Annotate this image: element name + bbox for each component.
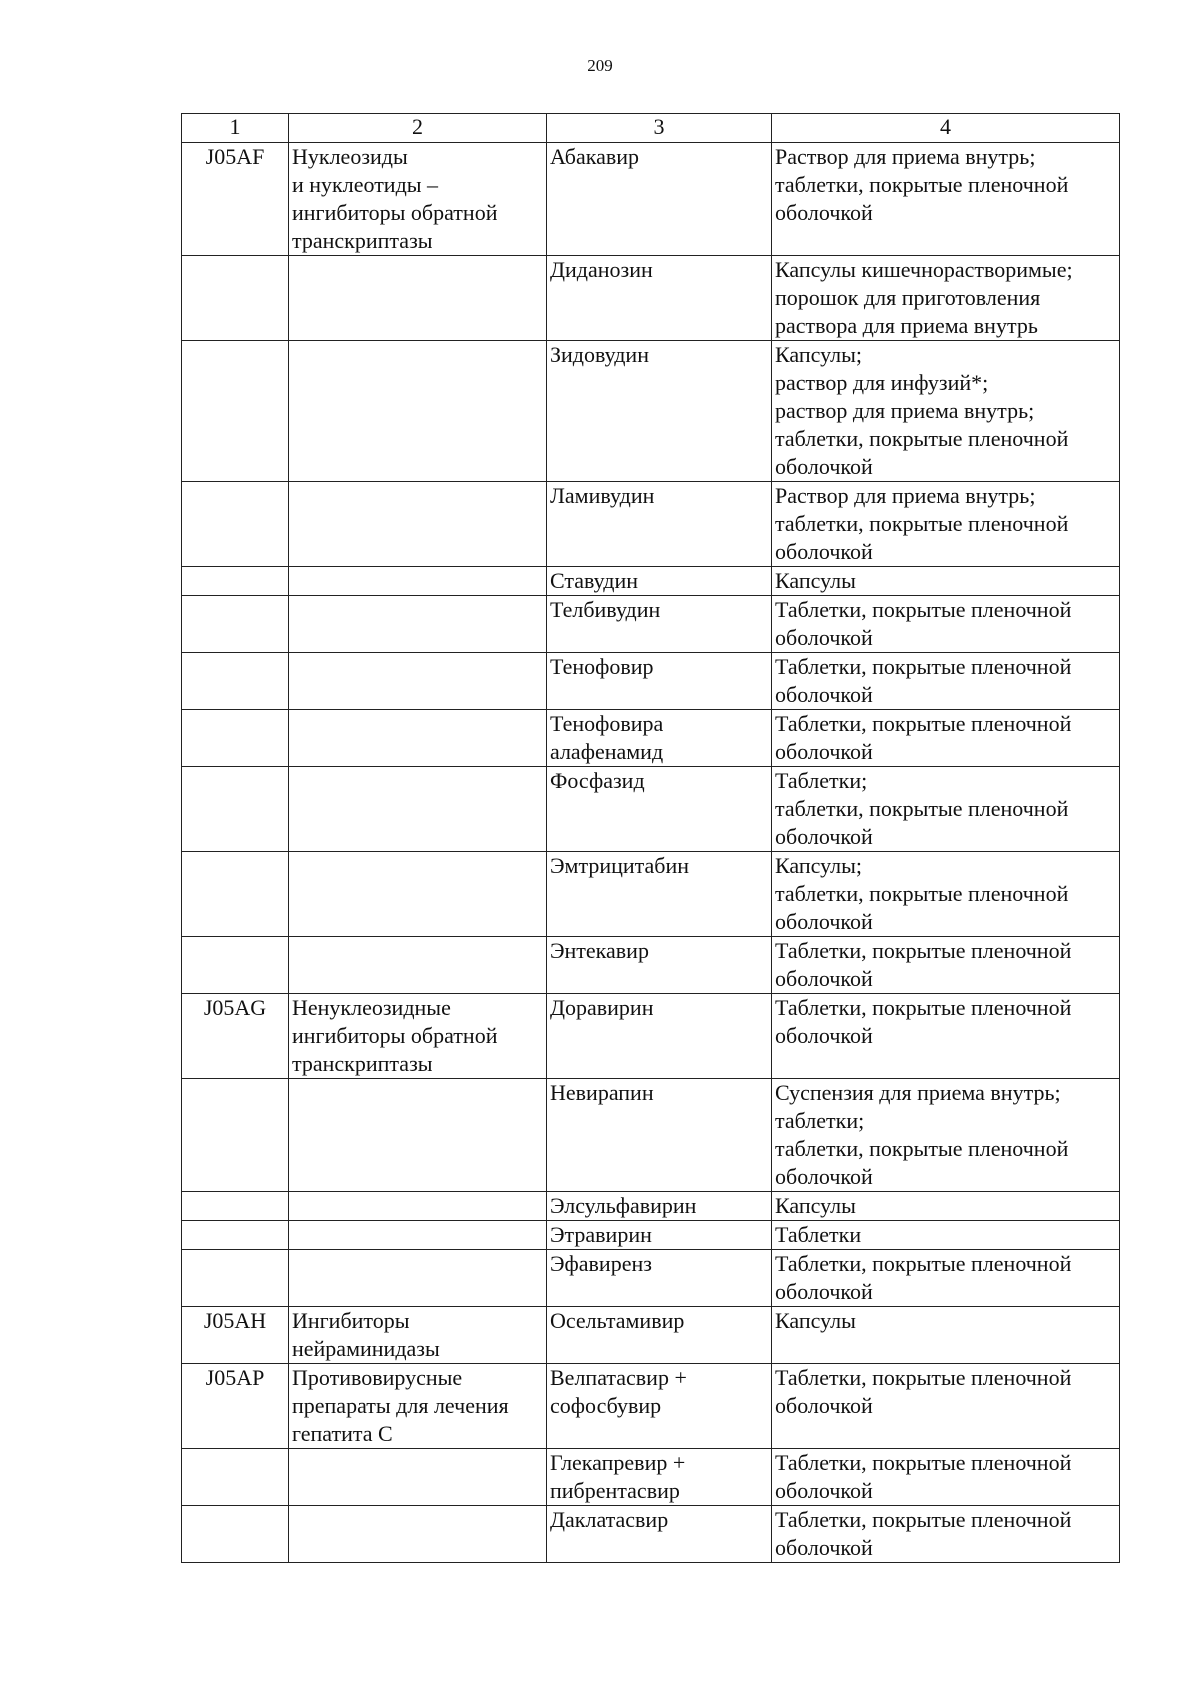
cell-dosage-form: Таблетки, покрытые пленочной оболочкой xyxy=(772,1506,1120,1563)
cell-drug-name: Зидовудин xyxy=(547,341,772,482)
header-col-4: 4 xyxy=(772,114,1120,143)
cell-group-name xyxy=(289,653,547,710)
cell-drug-name: Невирапин xyxy=(547,1079,772,1192)
cell-group-name xyxy=(289,852,547,937)
cell-dosage-form: Таблетки, покрытые пленочной оболочкой xyxy=(772,937,1120,994)
page-number: 209 xyxy=(587,56,613,75)
cell-drug-name: Тенофовир xyxy=(547,653,772,710)
cell-atc-code xyxy=(182,341,289,482)
cell-atc-code xyxy=(182,482,289,567)
cell-drug-name: Глекапревир + пибрентасвир xyxy=(547,1449,772,1506)
header-col-1: 1 xyxy=(182,114,289,143)
cell-drug-name: Элсульфавирин xyxy=(547,1192,772,1221)
table-row xyxy=(182,1364,1120,1449)
table-row xyxy=(182,1449,1120,1506)
cell-group-name xyxy=(289,1079,547,1192)
cell-atc-code: J05AF xyxy=(182,143,289,256)
table-row xyxy=(182,653,1120,710)
cell-dosage-form: Раствор для приема внутрь; таблетки, покрытые пленочной оболочкой xyxy=(772,482,1120,567)
cell-atc-code xyxy=(182,1506,289,1563)
header-col-3: 3 xyxy=(547,114,772,143)
cell-dosage-form: Таблетки, покрытые пленочной оболочкой xyxy=(772,1449,1120,1506)
cell-group-name xyxy=(289,767,547,852)
cell-group-name xyxy=(289,1506,547,1563)
cell-drug-name: Эфавиренз xyxy=(547,1250,772,1307)
table-row xyxy=(182,482,1120,567)
table-row xyxy=(182,937,1120,994)
table-row xyxy=(182,767,1120,852)
table-row xyxy=(182,1250,1120,1307)
table-row xyxy=(182,567,1120,596)
cell-atc-code: J05AP xyxy=(182,1364,289,1449)
cell-dosage-form: Капсулы xyxy=(772,567,1120,596)
cell-group-name xyxy=(289,596,547,653)
cell-group-name xyxy=(289,1221,547,1250)
table-row xyxy=(182,852,1120,937)
cell-dosage-form: Таблетки; таблетки, покрытые пленочной оболочкой xyxy=(772,767,1120,852)
cell-drug-name: Этравирин xyxy=(547,1221,772,1250)
cell-dosage-form: Капсулы кишечнорастворимые; порошок для приготовления раствора для приема внутрь xyxy=(772,256,1120,341)
cell-group-name: Противовирусные препараты для лечения гепатита С xyxy=(289,1364,547,1449)
cell-group-name: Ингибиторы нейраминидазы xyxy=(289,1307,547,1364)
cell-atc-code xyxy=(182,852,289,937)
cell-group-name xyxy=(289,341,547,482)
cell-drug-name: Абакавир xyxy=(547,143,772,256)
cell-drug-name: Ставудин xyxy=(547,567,772,596)
cell-dosage-form: Капсулы; раствор для инфузий*; раствор для приема внутрь; таблетки, покрытые пленочной оболочкой xyxy=(772,341,1120,482)
cell-atc-code xyxy=(182,1221,289,1250)
cell-dosage-form: Капсулы; таблетки, покрытые пленочной оболочкой xyxy=(772,852,1120,937)
table-row xyxy=(182,143,1120,256)
table-row xyxy=(182,1221,1120,1250)
cell-dosage-form: Таблетки xyxy=(772,1221,1120,1250)
cell-atc-code xyxy=(182,256,289,341)
cell-atc-code xyxy=(182,937,289,994)
cell-atc-code: J05AG xyxy=(182,994,289,1079)
cell-atc-code: J05AH xyxy=(182,1307,289,1364)
cell-group-name xyxy=(289,1192,547,1221)
cell-atc-code xyxy=(182,1192,289,1221)
cell-dosage-form: Капсулы xyxy=(772,1192,1120,1221)
cell-dosage-form: Суспензия для приема внутрь; таблетки; таблетки, покрытые пленочной оболочкой xyxy=(772,1079,1120,1192)
drug-table xyxy=(181,113,1120,1563)
cell-drug-name: Эмтрицитабин xyxy=(547,852,772,937)
cell-group-name xyxy=(289,1250,547,1307)
cell-dosage-form: Таблетки, покрытые пленочной оболочкой xyxy=(772,1364,1120,1449)
table-row xyxy=(182,1506,1120,1563)
cell-dosage-form: Таблетки, покрытые пленочной оболочкой xyxy=(772,653,1120,710)
table-row xyxy=(182,341,1120,482)
cell-atc-code xyxy=(182,596,289,653)
cell-drug-name: Осельтамивир xyxy=(547,1307,772,1364)
table-row xyxy=(182,1192,1120,1221)
table-row xyxy=(182,1079,1120,1192)
cell-group-name xyxy=(289,1449,547,1506)
cell-group-name: Ненуклеозидные ингибиторы обратной транскриптазы xyxy=(289,994,547,1079)
cell-drug-name: Фосфазид xyxy=(547,767,772,852)
cell-drug-name: Энтекавир xyxy=(547,937,772,994)
cell-atc-code xyxy=(182,1079,289,1192)
cell-atc-code xyxy=(182,1250,289,1307)
cell-dosage-form: Таблетки, покрытые пленочной оболочкой xyxy=(772,994,1120,1079)
table-row xyxy=(182,596,1120,653)
cell-atc-code xyxy=(182,1449,289,1506)
cell-drug-name: Доравирин xyxy=(547,994,772,1079)
cell-atc-code xyxy=(182,567,289,596)
cell-dosage-form: Раствор для приема внутрь; таблетки, покрытые пленочной оболочкой xyxy=(772,143,1120,256)
cell-drug-name: Диданозин xyxy=(547,256,772,341)
cell-dosage-form: Капсулы xyxy=(772,1307,1120,1364)
cell-atc-code xyxy=(182,653,289,710)
cell-atc-code xyxy=(182,710,289,767)
table-row xyxy=(182,1307,1120,1364)
cell-drug-name: Тенофовира алафенамид xyxy=(547,710,772,767)
cell-drug-name: Телбивудин xyxy=(547,596,772,653)
table-row xyxy=(182,256,1120,341)
cell-dosage-form: Таблетки, покрытые пленочной оболочкой xyxy=(772,710,1120,767)
table-header-row xyxy=(182,114,1120,143)
cell-dosage-form: Таблетки, покрытые пленочной оболочкой xyxy=(772,1250,1120,1307)
table-row xyxy=(182,710,1120,767)
cell-drug-name: Ламивудин xyxy=(547,482,772,567)
cell-group-name: Нуклеозиды и нуклеотиды – ингибиторы обратной транскриптазы xyxy=(289,143,547,256)
cell-group-name xyxy=(289,567,547,596)
header-col-2: 2 xyxy=(289,114,547,143)
cell-drug-name: Даклатасвир xyxy=(547,1506,772,1563)
cell-dosage-form: Таблетки, покрытые пленочной оболочкой xyxy=(772,596,1120,653)
cell-group-name xyxy=(289,710,547,767)
table-row xyxy=(182,994,1120,1079)
cell-drug-name: Велпатасвир + софосбувир xyxy=(547,1364,772,1449)
cell-group-name xyxy=(289,937,547,994)
cell-group-name xyxy=(289,482,547,567)
cell-group-name xyxy=(289,256,547,341)
cell-atc-code xyxy=(182,767,289,852)
